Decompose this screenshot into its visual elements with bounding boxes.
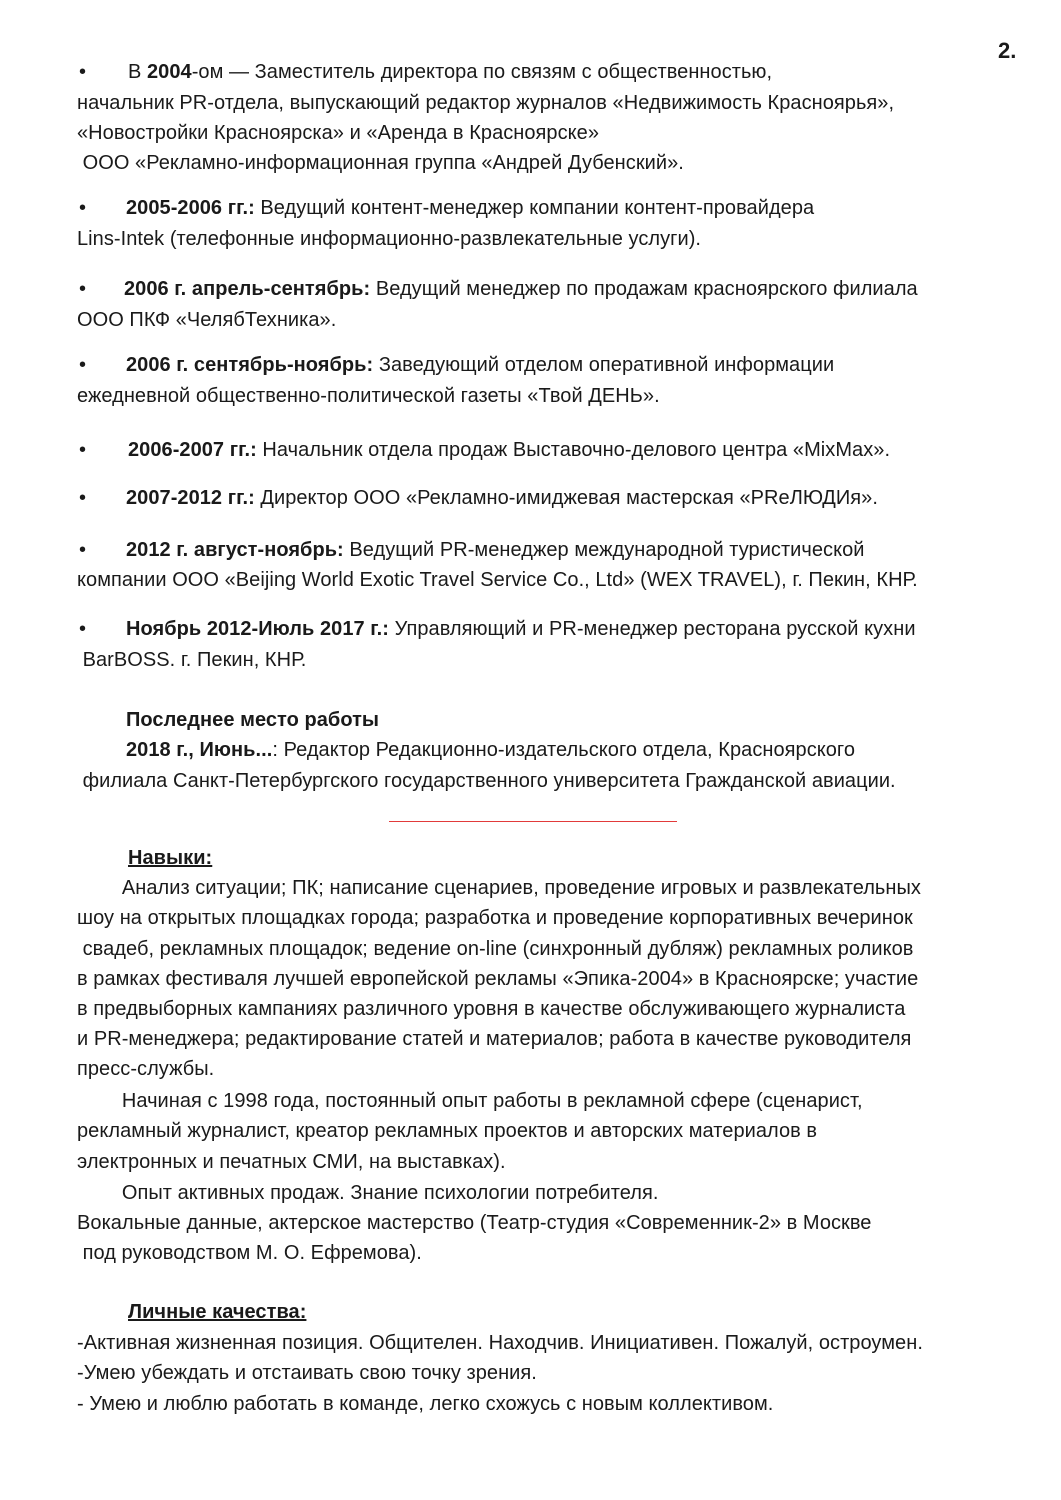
bullet-icon: • (79, 61, 87, 83)
skills-line: и PR-менеджера; редактирование статей и материалов; работа в качестве руководителя (77, 1028, 912, 1050)
skills-line: свадеб, рекламных площадок; ведение on-line (синхронный дубляж) рекламных роликов (77, 938, 914, 960)
skills-heading: Навыки: (128, 847, 213, 869)
page-number: 2. (998, 38, 1017, 63)
job-heading (128, 57, 772, 87)
qualities-line: -Активная жизненная позиция. Общителен. Находчив. Инициативен. Пожалуй, остроумен. (77, 1332, 923, 1354)
job-line: компании ООО «Beijing World Exotic Travel Service Co., Ltd» (WEX TRAVEL), г. Пекин, КНР. (77, 569, 918, 591)
bullet-icon: • (79, 539, 87, 561)
job-heading (126, 483, 878, 513)
skills-line: Анализ ситуации; ПК; написание сценариев, проведение игровых и развлекательных (77, 877, 921, 899)
job-heading (128, 435, 890, 465)
job-date: 2007-2012 гг.: (126, 487, 255, 509)
skills-line: рекламный журналист, креатор рекламных проектов и авторских материалов в (77, 1120, 818, 1142)
bullet-icon: • (79, 197, 87, 219)
bullet-icon: • (79, 439, 87, 461)
job-description: Ведущий контент-менеджер компании контент-провайдера (254, 197, 815, 219)
qualities-line: - Умею и люблю работать в команде, легко схожусь с новым коллективом. (77, 1393, 774, 1415)
skills-line: в рамках фестиваля лучшей европейской рекламы «Эпика-2004» в Красноярске; участие (77, 968, 919, 990)
job-line: BarBOSS. г. Пекин, КНР. (77, 649, 307, 671)
skills-line: Начиная с 1998 года, постоянный опыт работы в рекламной сфере (сценарист, (77, 1090, 863, 1112)
job-line: «Новостройки Красноярска» и «Аренда в Красноярске» (77, 122, 600, 144)
qualities-heading: Личные качества: (128, 1301, 307, 1323)
qualities-line: -Умею убеждать и отстаивать свою точку зрения. (77, 1362, 537, 1384)
bullet-icon: • (79, 487, 87, 509)
job-date: 2006 г. апрель-сентябрь: (124, 278, 371, 300)
job-date: 2012 г. август-ноябрь: (126, 539, 344, 561)
last-job-date: 2018 г., Июнь... (126, 739, 273, 761)
job-heading (126, 535, 865, 565)
job-heading (124, 274, 918, 304)
skills-line: Вокальные данные, актерское мастерство (Театр-студия «Современник-2» в Москве (77, 1212, 872, 1234)
job-line: ООО ПКФ «ЧелябТехника». (77, 309, 337, 331)
job-description: Ведущий PR-менеджер международной туристической (343, 539, 865, 561)
job-heading (126, 350, 834, 380)
job-date: 2005-2006 гг.: (126, 197, 255, 219)
last-job-description: : Редактор Редакционно-издательского отдела, Красноярского (272, 739, 856, 761)
job-description: -ом — Заместитель директора по связям с общественностью, (191, 61, 773, 83)
skills-line: шоу на открытых площадках города; разработка и проведение корпоративных вечеринок (77, 907, 913, 929)
job-description: Управляющий и PR-менеджер ресторана русской кухни (389, 618, 916, 640)
job-heading-prefix: В (128, 61, 147, 83)
job-heading (126, 193, 814, 223)
job-description: Начальник отдела продаж Выставочно-делового центра «MixMax». (256, 439, 891, 461)
bullet-icon: • (79, 354, 87, 376)
job-date: Ноябрь 2012-Июль 2017 г.: (126, 618, 389, 640)
skills-line: под руководством М. О. Ефремова). (77, 1242, 422, 1264)
job-line: ООО «Рекламно-информационная группа «Андрей Дубенский». (77, 152, 684, 174)
job-line: ежедневной общественно-политической газеты «Твой ДЕНЬ». (77, 385, 660, 407)
job-heading (126, 614, 916, 644)
skills-line: пресс-службы. (77, 1058, 215, 1080)
job-description: Директор ООО «Рекламно-имиджевая мастерская «PReЛЮДИя». (254, 487, 878, 509)
bullet-icon: • (79, 278, 87, 300)
last-job-line: филиала Санкт-Петербургского государственного университета Гражданской авиации. (77, 770, 896, 792)
skills-line: Опыт активных продаж. Знание психологии потребителя. (77, 1182, 659, 1204)
bullet-icon: • (79, 618, 87, 640)
job-line: Lins-Intek (телефонные информационно-развлекательные услуги). (77, 228, 702, 250)
last-job-title: Последнее место работы (126, 709, 380, 731)
skills-line: электронных и печатных СМИ, на выставках). (77, 1151, 506, 1173)
job-date: 2004 (147, 61, 192, 83)
last-job-heading (126, 735, 855, 765)
section-divider (389, 821, 677, 822)
skills-line: в предвыборных кампаниях различного уровня в качестве обслуживающего журналиста (77, 998, 906, 1020)
job-description: Ведущий менеджер по продажам красноярского филиала (370, 278, 918, 300)
job-date: 2006 г. сентябрь-ноябрь: (126, 354, 374, 376)
job-line: начальник PR-отдела, выпускающий редактор журналов «Недвижимость Красноярья», (77, 92, 895, 114)
job-date: 2006-2007 гг.: (128, 439, 257, 461)
job-description: Заведующий отделом оперативной информации (373, 354, 835, 376)
